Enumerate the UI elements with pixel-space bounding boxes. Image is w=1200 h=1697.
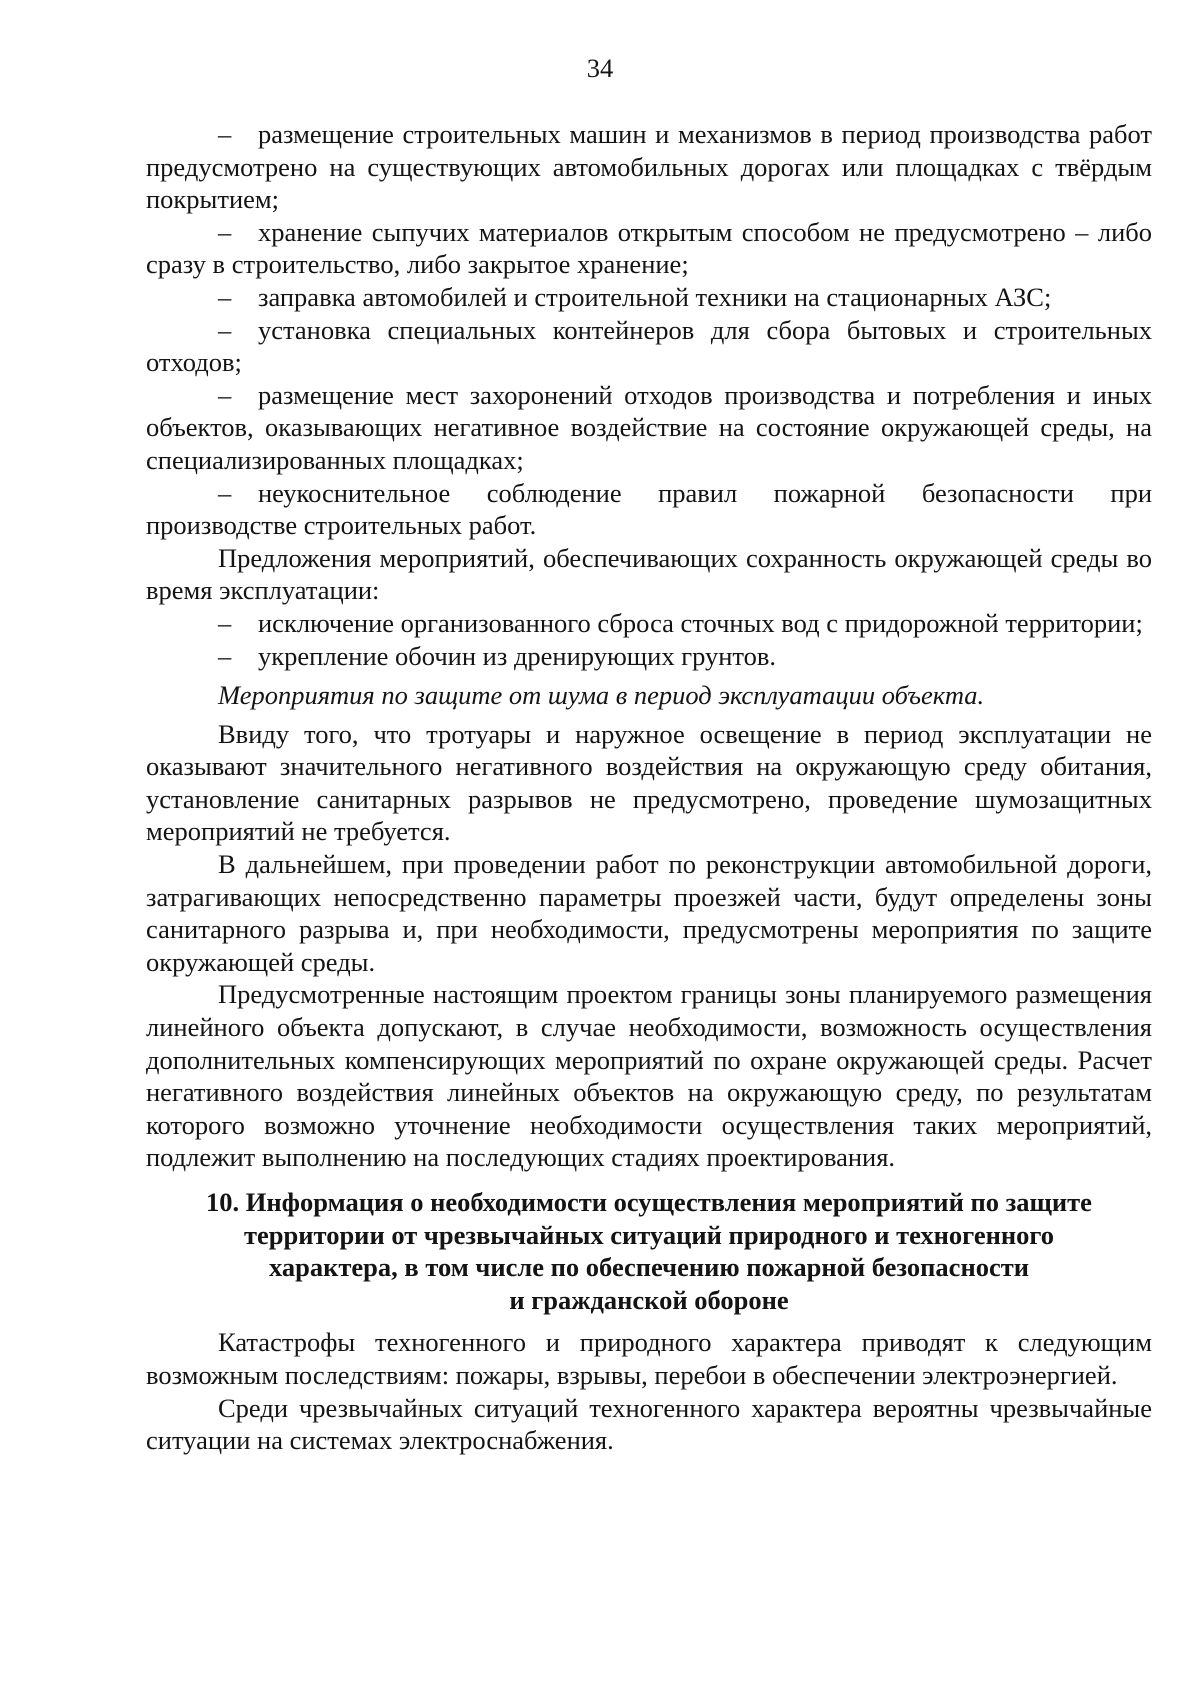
list-item (146, 477, 1152, 542)
dash-marker: – (218, 607, 232, 638)
list-item-text: неукоснительное соблюдение правил пожарной безопасности при производстве строительных работ. (146, 477, 1152, 541)
list-item-text: заправка автомобилей и строительной техники на стационарных АЗС; (258, 281, 1052, 312)
list-item (146, 640, 1152, 673)
list-item (146, 118, 1152, 216)
paragraph: Катастрофы техногенного и природного характера приводят к следующим возможным последствиям: пожары, взрывы, перебои в обеспечении электроэнергией. (146, 1327, 1152, 1390)
section-heading-line: характера, в том числе по обеспечению пожарной безопасности (268, 1252, 1030, 1283)
list-item-text: укрепление обочин из дренирующих грунтов. (258, 640, 777, 671)
dash-marker: – (218, 216, 232, 247)
list-item-text: размещение мест захоронений отходов производства и потребления и иных объектов, оказывающих негативное воздействие на состояние окружающей среды, на специализированных площадках; (146, 379, 1152, 475)
section-heading-line: 10. Информация о необходимости осуществления мероприятий по защите (206, 1187, 1092, 1217)
section-heading-line: и гражданской обороне (509, 1284, 789, 1315)
list-item-text: хранение сыпучих материалов открытым способом не предусмотрено – либо сразу в строительство, либо закрытое хранение; (146, 216, 1152, 280)
dash-marker: – (218, 379, 232, 410)
paragraph: Предусмотренные настоящим проектом границы зоны планируемого размещения линейного объекта допускают, в случае необходимости, возможность осуществления дополнительных компенсирующих мероприятий по охране окружающей среды. Расчет негативного воздействия линейных объектов на окружающую среду, по результатам которого возможно уточнение необходимости осуществления таких мероприятий, подлежит выполнению на последующих стадиях проектирования. (146, 979, 1152, 1173)
page-number: 34 (586, 53, 614, 83)
dash-marker: – (218, 640, 232, 671)
dash-marker: – (218, 477, 232, 508)
list-item (146, 281, 1152, 314)
noise-measures-heading: Мероприятия по защите от шума в период эксплуатации объекта. (218, 680, 985, 711)
list-item-text: установка специальных контейнеров для сбора бытовых и строительных отходов; (146, 314, 1152, 378)
dash-marker: – (218, 314, 232, 345)
list-item-text: размещение строительных машин и механизмов в период производства работ предусмотрено на существующих автомобильных дорогах или площадках с твёрдым покрытием; (146, 119, 1152, 215)
dash-marker: – (218, 281, 232, 312)
dash-marker: – (218, 119, 232, 149)
paragraph-operation-intro: Предложения мероприятий, обеспечивающих сохранность окружающей среды во время эксплуатации: (146, 542, 1152, 606)
paragraph: Среди чрезвычайных ситуаций техногенного характера вероятны чрезвычайные ситуации на системах электроснабжения. (146, 1392, 1152, 1456)
section-heading-line: территории от чрезвычайных ситуаций природного и техногенного (244, 1219, 1054, 1250)
section-heading (146, 1186, 1152, 1316)
list-item-text: исключение организованного сброса сточных вод с придорожной территории; (258, 607, 1143, 638)
list-item (146, 607, 1152, 640)
list-item (146, 314, 1152, 379)
page-content (146, 118, 1152, 1457)
paragraph: В дальнейшем, при проведении работ по реконструкции автомобильной дороги, затрагивающих непосредственно параметры проезжей части, будут определены зоны санитарного разрыва и, при необходимости, предусмотрены мероприятия по защите окружающей среды. (146, 849, 1152, 977)
list-item (146, 379, 1152, 477)
list-item (146, 216, 1152, 281)
paragraph: Ввиду того, что тротуары и наружное освещение в период эксплуатации не оказывают значительного негативного воздействия на окружающую среду обитания, установление санитарных разрывов не предусмотрено, проведение шумозащитных мероприятий не требуется. (146, 718, 1152, 847)
